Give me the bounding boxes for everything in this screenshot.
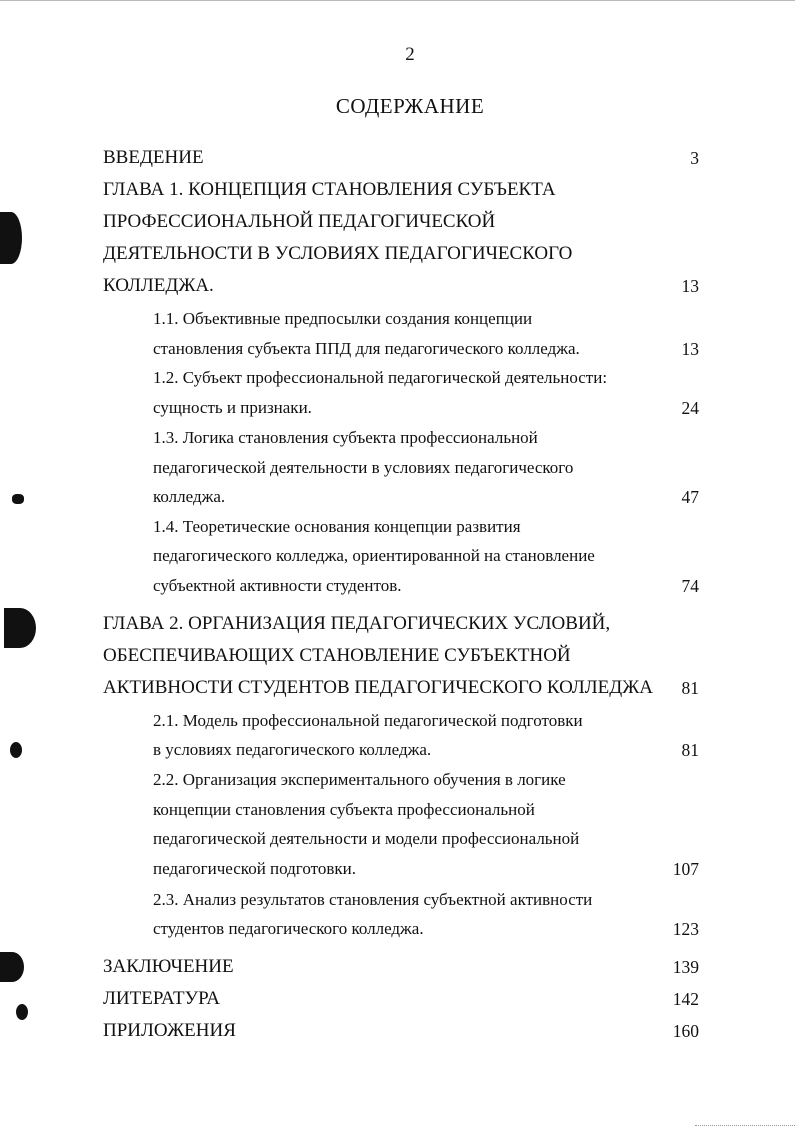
toc-page-number: 142 — [672, 989, 699, 1009]
toc-entry-text: становления субъекта ППД для педагогического колледжа. — [153, 339, 580, 358]
toc-entry-text: педагогической деятельности и модели профессиональной — [153, 829, 580, 848]
scan-blot-2 — [12, 494, 24, 504]
toc-entry-text: студентов педагогического колледжа. — [153, 919, 424, 938]
toc-page-number: 47 — [681, 487, 699, 507]
toc-page-number: 107 — [672, 859, 699, 879]
toc-entry-text: сущность и признаки. — [153, 398, 312, 417]
page-title: СОДЕРЖАНИЕ — [335, 94, 485, 118]
toc-entry-text: 2.2. Организация экспериментального обучения в логике — [153, 770, 566, 789]
toc-entry-text: ГЛАВА 2. ОРГАНИЗАЦИЯ ПЕДАГОГИЧЕСКИХ УСЛОВИЙ, — [103, 613, 611, 634]
scan-blot-3 — [4, 608, 36, 648]
toc-page-number: 139 — [672, 957, 699, 977]
scan-blot-4 — [10, 742, 22, 758]
toc-page-number: 160 — [672, 1021, 699, 1041]
toc-entry-text: педагогического колледжа, ориентированной на становление — [153, 546, 595, 565]
page-number: 2 — [405, 44, 415, 65]
toc-entry-text: КОЛЛЕДЖА. — [103, 275, 214, 296]
scan-blot-1 — [0, 212, 22, 264]
toc-page-number: 24 — [681, 398, 699, 418]
toc-entry-text: ОБЕСПЕЧИВАЮЩИХ СТАНОВЛЕНИЕ СУБЪЕКТНОЙ — [103, 645, 571, 666]
toc-entry-text: в условиях педагогического колледжа. — [153, 740, 432, 759]
toc-entry-text: 1.4. Теоретические основания концепции развития — [153, 517, 521, 536]
scan-top-edge — [0, 0, 795, 7]
toc-entry-text: 1.1. Объективные предпосылки создания концепции — [153, 309, 533, 328]
toc-entry-text: 1.3. Логика становления субъекта профессиональной — [153, 428, 538, 447]
toc-page-number: 81 — [681, 740, 699, 760]
scan-blot-5 — [0, 952, 24, 982]
scan-blot-6 — [16, 1004, 28, 1020]
toc-entry-text: ПРИЛОЖЕНИЯ — [103, 1020, 236, 1041]
toc-entry-text: ЛИТЕРАТУРА — [103, 988, 220, 1009]
toc-entry-text: 2.1. Модель профессиональной педагогической подготовки — [153, 711, 583, 730]
toc-entry-text: 1.2. Субъект профессиональной педагогической деятельности: — [153, 368, 608, 387]
toc-entry-text: ЗАКЛЮЧЕНИЕ — [103, 956, 234, 977]
toc-entry-text: педагогической деятельности в условиях педагогического — [153, 458, 574, 477]
toc-page-number: 123 — [672, 919, 699, 939]
scan-bottom-edge — [695, 1125, 795, 1140]
toc-page-number: 3 — [690, 148, 699, 168]
toc-page-number: 13 — [681, 276, 699, 296]
toc-entry-text: субъектной активности студентов. — [153, 576, 402, 595]
toc-entry-text: 2.3. Анализ результатов становления субъектной активности — [153, 890, 593, 909]
toc-entry-text: ГЛАВА 1. КОНЦЕПЦИЯ СТАНОВЛЕНИЯ СУБЪЕКТА — [103, 179, 556, 200]
toc-entry-text: ВВЕДЕНИЕ — [103, 147, 204, 168]
toc-entry-text: АКТИВНОСТИ СТУДЕНТОВ ПЕДАГОГИЧЕСКОГО КОЛЛЕДЖА — [103, 677, 653, 698]
toc-entry-text: колледжа. — [153, 487, 226, 506]
toc-entry-text: ПРОФЕССИОНАЛЬНОЙ ПЕДАГОГИЧЕСКОЙ — [103, 211, 496, 232]
toc-page-number: 13 — [681, 339, 699, 359]
toc-entry-text: концепции становления субъекта профессиональной — [153, 800, 535, 819]
toc-entry-text: педагогической подготовки. — [153, 859, 356, 878]
toc-page-number: 81 — [681, 678, 699, 698]
toc-page-number: 74 — [681, 576, 699, 596]
toc-entry-text: ДЕЯТЕЛЬНОСТИ В УСЛОВИЯХ ПЕДАГОГИЧЕСКОГО — [103, 243, 573, 264]
